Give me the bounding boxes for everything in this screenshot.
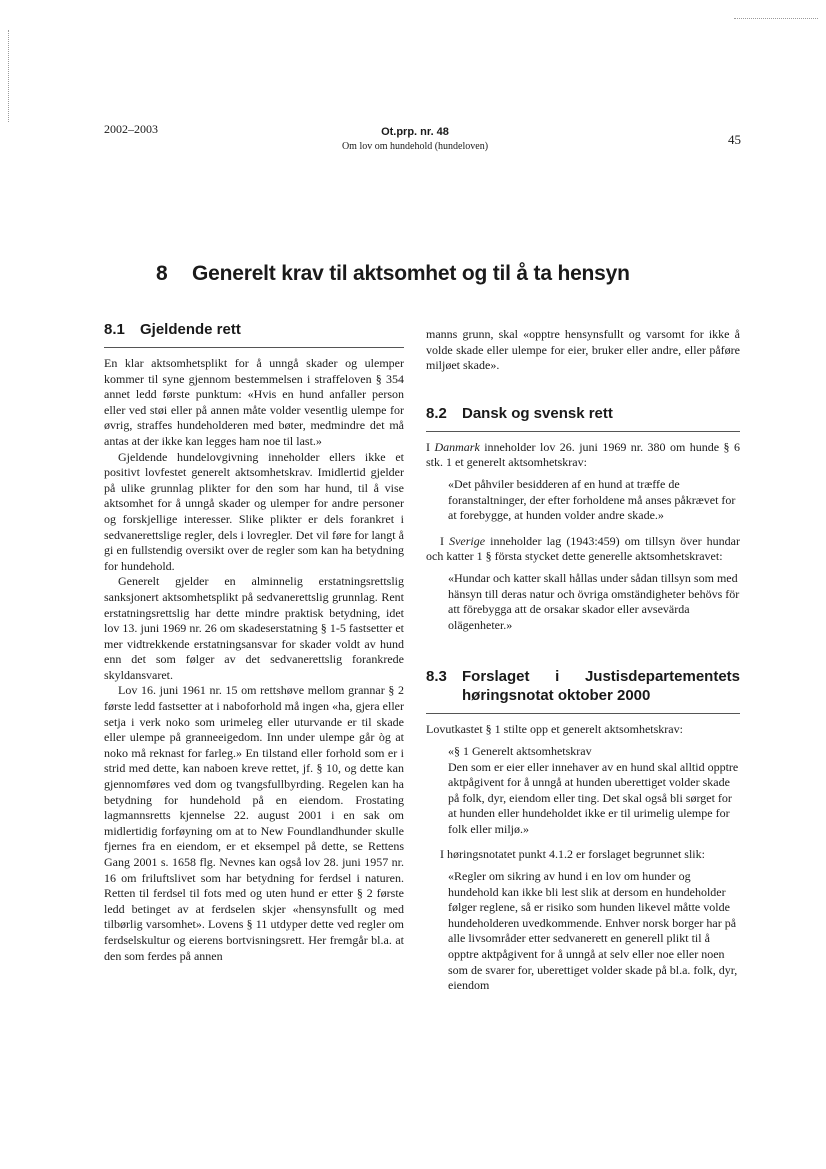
section-heading-8-3 (426, 667, 740, 714)
paragraph: I Danmark inneholder lov 26. juni 1969 nr. 380 om hunde § 6 stk. 1 et generelt aktsomhetskrav: (426, 439, 741, 470)
right-column (426, 327, 740, 1004)
quote-heading: «§ 1 Generelt aktsomhetskrav (448, 743, 592, 758)
block-quote (448, 744, 740, 838)
header-year: 2002–2003 (104, 122, 158, 136)
paragraph-continuation: manns grunn, skal «opptre hensynsfullt og varsomt for ikke å volde skade eller ulempe for eier, bruker eller andre, eller påføre miljøet skade». (426, 327, 740, 373)
left-column (104, 320, 404, 964)
section-title: Forslaget i Justisdepartementets høringsnotat oktober 2000 (462, 668, 740, 705)
chapter-number: 8 (156, 262, 168, 285)
section-title: Dansk og svensk rett (462, 404, 613, 422)
quote-body: Den som er eier eller innehaver av en hund skal alltid opptre aktpågivent for å unngå at hunden uberettiget volder skade på folk, dyr, eiendom eller ting. Det skal også bli sørget for at hunden eller hundeholdet ikke er til urimelig ulempe for folk eller miljø.» (448, 759, 739, 836)
section-number: 8.3 (426, 668, 447, 686)
country-name: Danmark (434, 439, 480, 454)
chapter-heading (156, 262, 630, 286)
section-heading-8-2 (426, 404, 740, 432)
scan-edge-mark (734, 18, 818, 19)
block-quote: «Hundar och katter skall hållas under sådan tillsyn som med hänsyn till deras natur och övriga omständigheter behövs för att förebygga att de orsakar skador eller avsevärda olägenheter.» (448, 570, 740, 632)
block-quote: «Regler om sikring av hund i en lov om hunder og hundehold kan ikke bli lest slik at dersom en hundeholder følger reglene, så er risiko som hunden likevel måtte volde hundeholderen uvedkommende. Enhver norsk borger har på alle livsområder etter sedvanerett en generell plikt til å opptre aktpågivent for å unngå at selv eller noe eller noen som de svarer for, uberettiget volder skade på bl.a. folk, dyr, eiendom (448, 869, 738, 993)
section-title: Gjeldende rett (140, 321, 241, 338)
chapter-title: Generelt krav til aktsomhet og til å ta hensyn (192, 262, 630, 285)
paragraph: I høringsnotatet punkt 4.1.2 er forslaget begrunnet slik: (440, 847, 705, 862)
header-doc-subtitle: Om lov om hundehold (hundeloven) (341, 141, 489, 152)
section-number: 8.2 (426, 404, 447, 422)
running-header (290, 126, 540, 152)
paragraph: Lovutkastet § 1 stilte opp et generelt aktsomhetskrav: (426, 722, 683, 737)
page-number: 45 (728, 132, 741, 147)
paragraph: Gjeldende hundelovgivning inneholder ellers ikke et positivt lovfestet generelt aktsomhetskrav. Imidlertid gjelder på ulike grunnlag plikter for den som har hund, til å vise aktsomhet for å unngå skader og ulemper for andre personer og forskjellige interesser. Slike plikter er dels forankret i sedvanerettslige regler, dels i lovregler. Det vil føre for langt å gi en fullstendig oversikt over de regler som kan ha betydning for hundehold. (104, 449, 404, 573)
paragraph: Lov 16. juni 1961 nr. 15 om rettshøve mellom grannar § 2 første ledd fastsetter at i naboforhold må ingen «ha, gjera eller setja i verk noko som urimeleg eller uturvande er til skade eller ulempe på granneeigedom. Inn under ulempe går òg at noko må reknast for farleg.» En tilstand eller forhold som er i strid med dette, kan naboen kreve rettet, jf. § 10, og dette kan gjennomføres ved dom og tvangsfullbyrding. Regelen kan ha betydning for hundehold på en eiendom. Frostating lagmannsretts kjennelse 22. august 2001 i en sak om midlertidig forføyning om at to New Foundlandhunder skulle fjernes fra en eiendom, er et eksempel på dette, se Rettens Gang 2001 s. 1658 flg. Nevnes kan også lov 28. juni 1957 nr. 16 om friluftslivet som har betydning for ferdsel i naturen. Retten til ferdsel til fots med og uten hund er etter § 2 første ledd betinget av at ferdselen skjer «hensynsfullt og med tilbørlig varsomhet». Lovens § 11 utdyper dette ved regler om ferdselskultur og eierens bortvisningsrett. Her fremgår bl.a. at den som ferdes på annen (104, 683, 404, 963)
paragraph: En klar aktsomhetsplikt for å unngå skader og ulemper kommer til syne gjennom bestemmelsen i straffeloven § 354 annet ledd første punktum: «Hvis en hund anfaller person eller ved støi eller på annen måte volder vesentlig ulempe for øvrig, straffes hundeholderen med bøter, medmindre det må antas at der ikke kan legges ham noe til last.» (104, 356, 404, 448)
paragraph: Generelt gjelder en alminnelig erstatningsrettslig sanksjonert aktsomhetsplikt på sedvanerettslig grunnlag. Rent erstatningsrettslig har dette mindre praktisk betydning, idet lov 13. juni 1969 nr. 26 om skadeserstatning § 1-5 fastsetter et mer vidtrekkende erstatningsansvar for skader voldt av hund enn det som følger av det sedvanerettslig forankrede skyldansvaret. (104, 574, 404, 682)
paragraph: I Sverige inneholder lag (1943:459) om tillsyn över hundar och katter 1 § första stycket dette generelle aktsomhetskravet: (426, 533, 740, 564)
scan-edge-mark (8, 30, 9, 122)
block-quote: «Det påhviler besidderen af en hund at træffe de foranstaltninger, der efter forholdene må anses påkrævet for at forebygge, at hunden volder andre skade.» (448, 476, 736, 523)
country-name: Sverige (449, 533, 486, 548)
section-number: 8.1 (104, 321, 125, 338)
header-doc-title: Ot.prp. nr. 48 (381, 126, 449, 138)
section-heading-8-1 (104, 320, 404, 348)
